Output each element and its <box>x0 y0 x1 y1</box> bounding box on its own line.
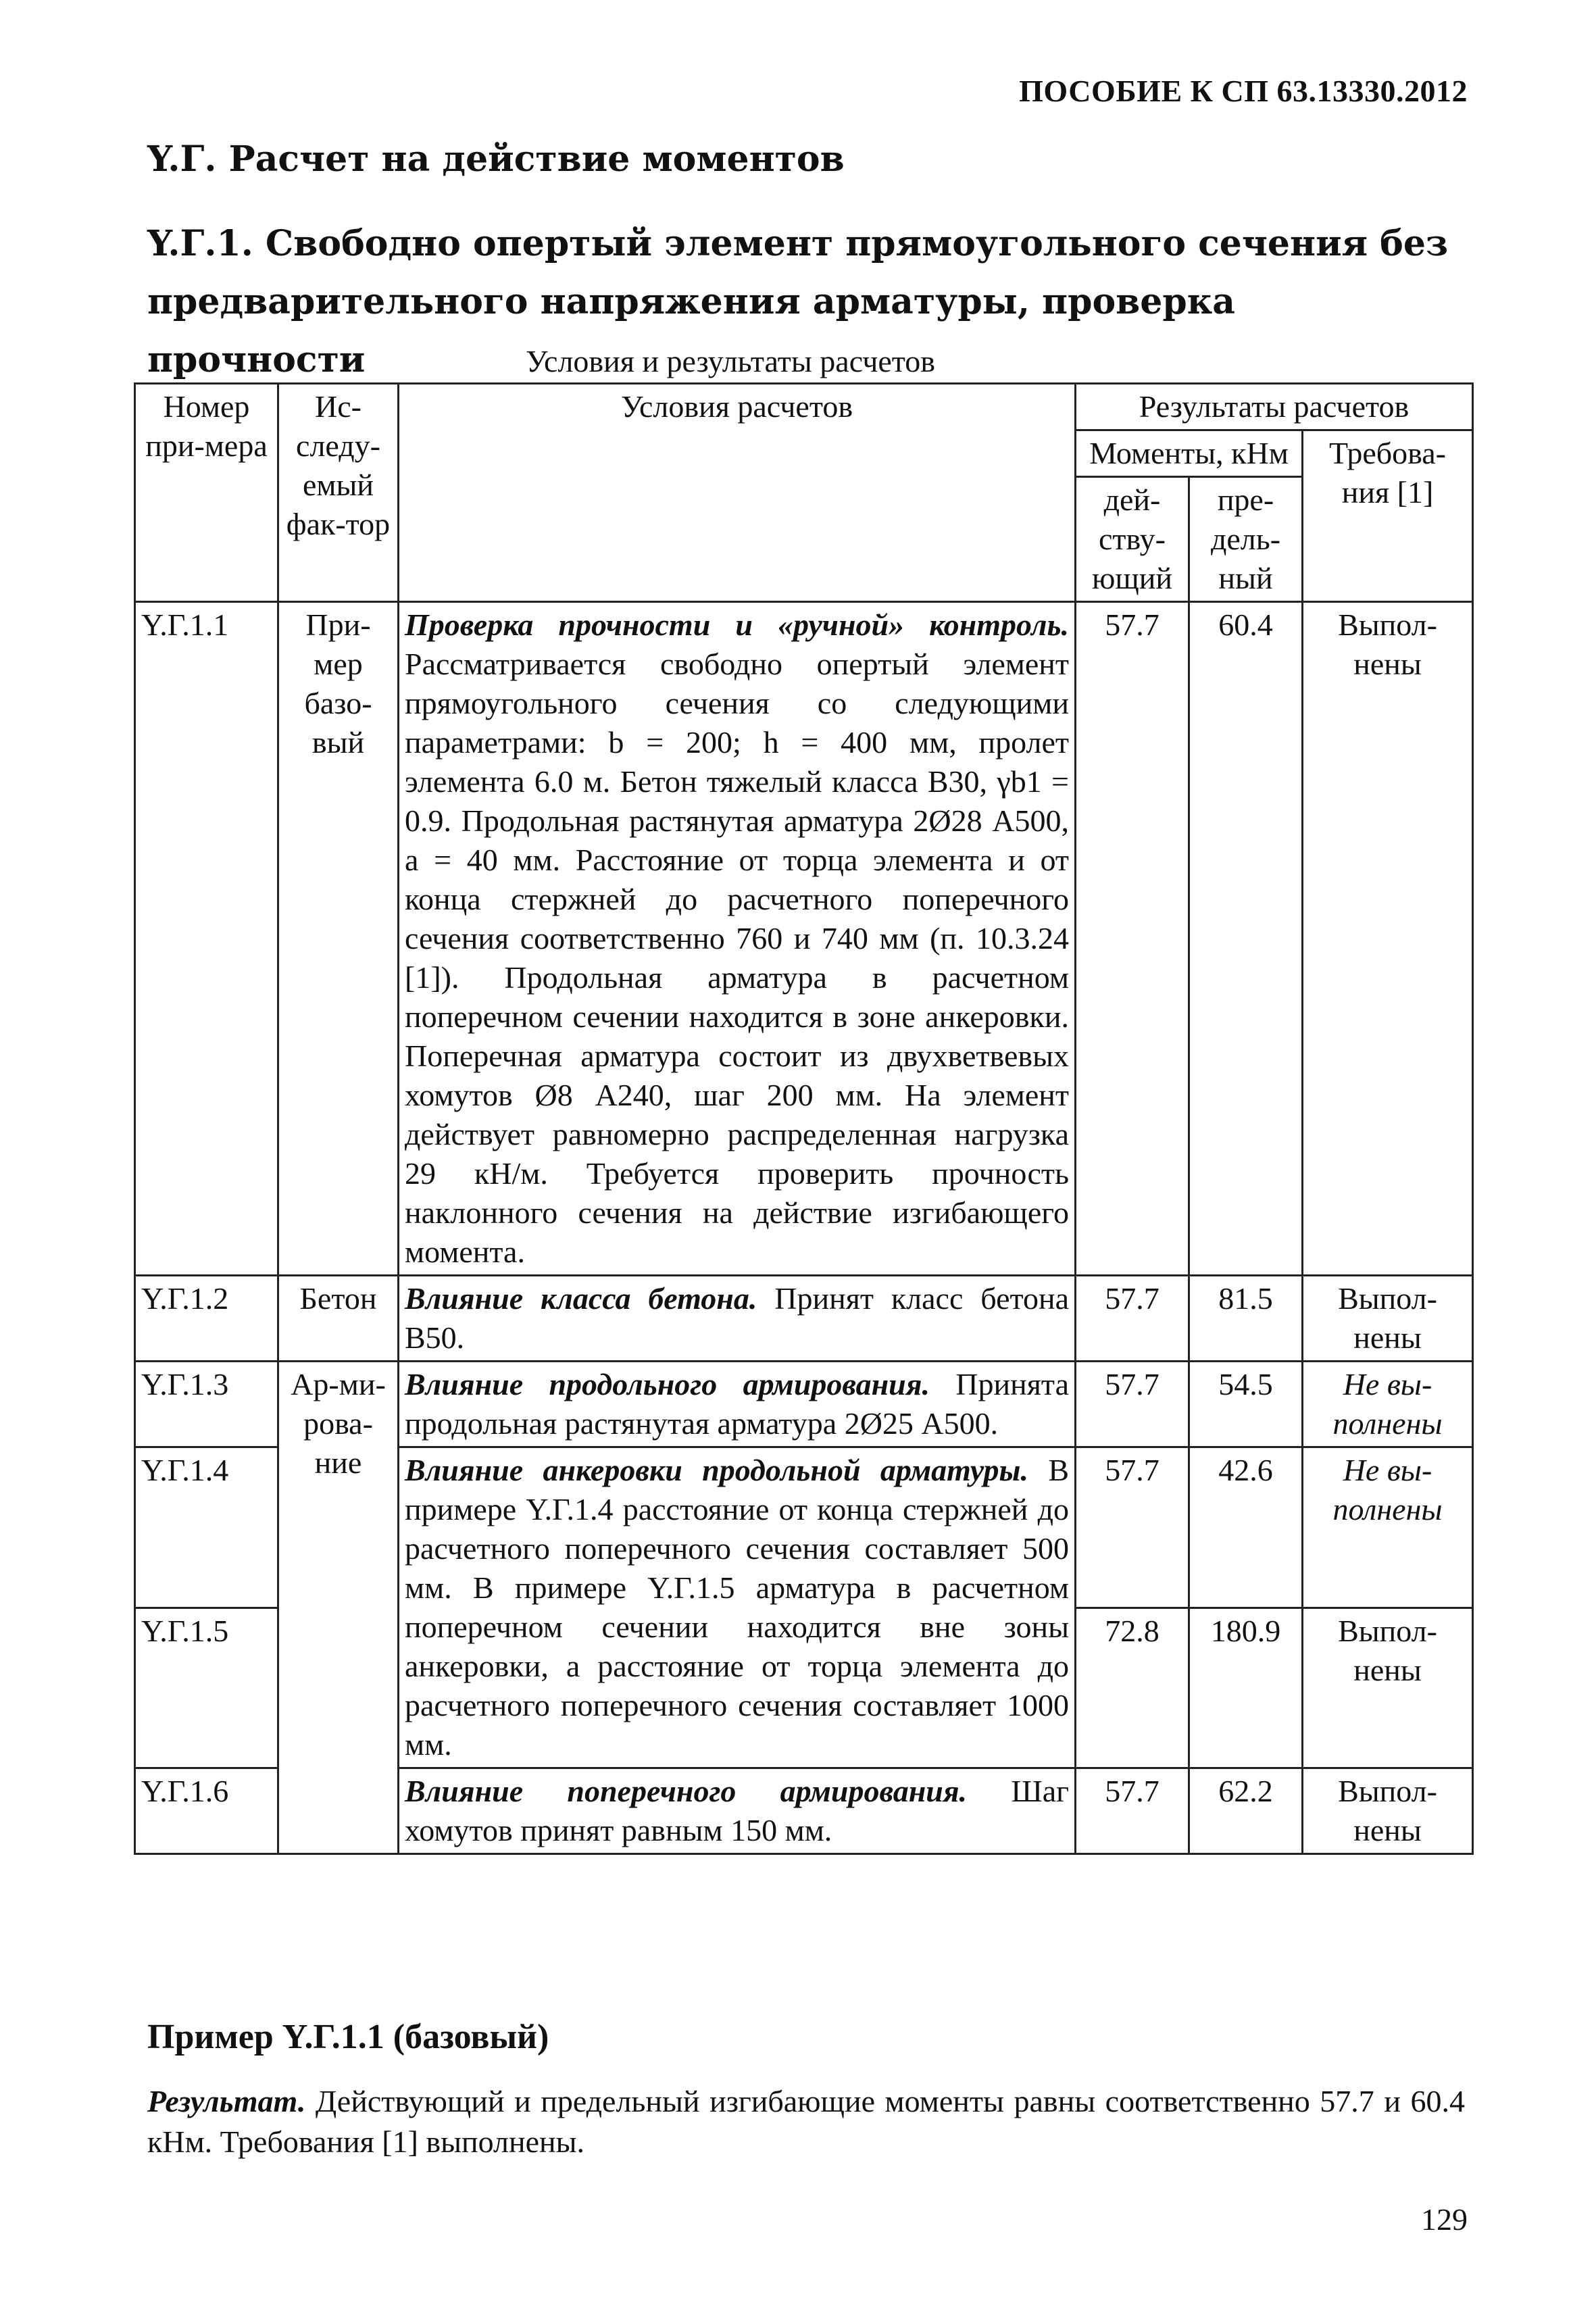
header-factor: Ис-следу-емый фак-тор <box>278 384 399 602</box>
moment-acting: 57.7 <box>1076 1447 1189 1608</box>
subsection-title: Y.Г.1. Свободно опертый элемент прямоугольного сечения без предварительного напряжения арматуры, проверка прочности <box>147 223 1449 380</box>
header-requirements: Требова-ния [1] <box>1303 430 1473 602</box>
moment-limit: 81.5 <box>1189 1276 1303 1362</box>
example-title: Пример Y.Г.1.1 (базовый) <box>147 2018 549 2056</box>
result-text: Действующий и предельный изгибающие моменты равны соответственно 57.7 и 60.4 кНм. Требования [1] выполнены. <box>147 2084 1465 2159</box>
row-number: Y.Г.1.6 <box>135 1768 278 1854</box>
condition-heading: Проверка прочности и «ручной» контроль. <box>405 607 1069 642</box>
row-number: Y.Г.1.3 <box>135 1362 278 1447</box>
row-conditions <box>399 1276 1076 1362</box>
requirement-status: Выпол-нены <box>1303 1276 1473 1362</box>
moment-acting: 72.8 <box>1076 1608 1189 1768</box>
header-moments: Моменты, кНм <box>1076 430 1303 477</box>
row-conditions <box>399 602 1076 1276</box>
condition-text: В примере Y.Г.1.4 расстояние от конца стержней до расчетного поперечного сечения составляет 500 мм. В примере Y.Г.1.5 арматура в расчетном поперечном сечении находится вне зоны анкеровки, а расстояние от торца элемента до расчетного поперечного сечения составляет 1000 мм. <box>405 1453 1069 1762</box>
table-row <box>135 1276 1473 1362</box>
results-table <box>134 382 1474 1855</box>
header-number: Номер при-мера <box>135 384 278 602</box>
table-header-row <box>135 384 1473 430</box>
page-number: 129 <box>1421 2202 1468 2237</box>
moment-acting: 57.7 <box>1076 1362 1189 1447</box>
row-number: Y.Г.1.1 <box>135 602 278 1276</box>
table-caption: Условия и результаты расчетов <box>526 344 935 378</box>
header-acting: дей-ству-ющий <box>1076 477 1189 602</box>
moment-acting: 57.7 <box>1076 1768 1189 1854</box>
moment-limit: 180.9 <box>1189 1608 1303 1768</box>
moment-limit: 60.4 <box>1189 602 1303 1276</box>
row-number: Y.Г.1.4 <box>135 1447 278 1608</box>
requirement-status: Выпол-нены <box>1303 1768 1473 1854</box>
row-number: Y.Г.1.2 <box>135 1276 278 1362</box>
condition-heading: Влияние продольного армирования. <box>405 1367 930 1401</box>
condition-text: Принята продольная растянутая арматура 2Ø25 А500. <box>405 1367 1069 1441</box>
requirement-status: Выпол-нены <box>1303 602 1473 1276</box>
condition-heading: Влияние класса бетона. <box>405 1281 757 1316</box>
moment-limit: 62.2 <box>1189 1768 1303 1854</box>
running-head: ПОСОБИЕ К СП 63.13330.2012 <box>1019 74 1468 108</box>
result-label: Результат. <box>147 2084 306 2118</box>
row-conditions <box>399 1768 1076 1854</box>
requirement-status: Не вы-полнены <box>1303 1362 1473 1447</box>
moment-acting: 57.7 <box>1076 1276 1189 1362</box>
condition-heading: Влияние поперечного армирования. <box>405 1774 968 1808</box>
moment-limit: 54.5 <box>1189 1362 1303 1447</box>
requirement-status: Не вы-полнены <box>1303 1447 1473 1608</box>
condition-heading: Влияние анкеровки продольной арматуры. <box>405 1453 1028 1487</box>
table-row <box>135 1362 1473 1447</box>
condition-text: Шаг хомутов принят равным 150 мм. <box>405 1774 1070 1847</box>
moment-limit: 42.6 <box>1189 1447 1303 1608</box>
moment-acting: 57.7 <box>1076 602 1189 1276</box>
row-conditions <box>399 1447 1076 1768</box>
condition-text: Принят класс бетона B50. <box>405 1281 1070 1355</box>
row-factor: Бетон <box>278 1276 399 1362</box>
table-row <box>135 602 1473 1276</box>
section-title: Y.Г. Расчет на действие моментов <box>147 139 845 180</box>
header-limit: пре-дель-ный <box>1189 477 1303 602</box>
row-conditions <box>399 1362 1076 1447</box>
header-conditions: Условия расчетов <box>399 384 1076 602</box>
requirement-status: Выпол-нены <box>1303 1608 1473 1768</box>
header-results: Результаты расчетов <box>1076 384 1473 430</box>
example-result <box>147 2081 1465 2162</box>
row-factor: Ар-ми-рова-ние <box>278 1362 399 1854</box>
condition-text: Рассматривается свободно опертый элемент прямоугольного сечения со следующими параметрами: b = 200; h = 400 мм, пролет элемента 6.0 м. Бетон тяжелый класса B30, γb1 = 0.9. Продольная растянутая арматура 2Ø28 А500, a = 40 мм. Расстояние от торца элемента и от конца стержней до расчетного поперечного сечения соответственно 760 и 740 мм (п. 10.3.24 [1]). Продольная арматура в расчетном поперечном сечении находится в зоне анкеровки. Поперечная арматура состоит из двухветвевых хомутов Ø8 А240, шаг 200 мм. На элемент действует равномерно распределенная нагрузка 29 кН/м. Требуется проверить прочность наклонного сечения на действие изгибающего момента. <box>405 647 1069 1269</box>
row-number: Y.Г.1.5 <box>135 1608 278 1768</box>
row-factor: При-мер базо-вый <box>278 602 399 1276</box>
